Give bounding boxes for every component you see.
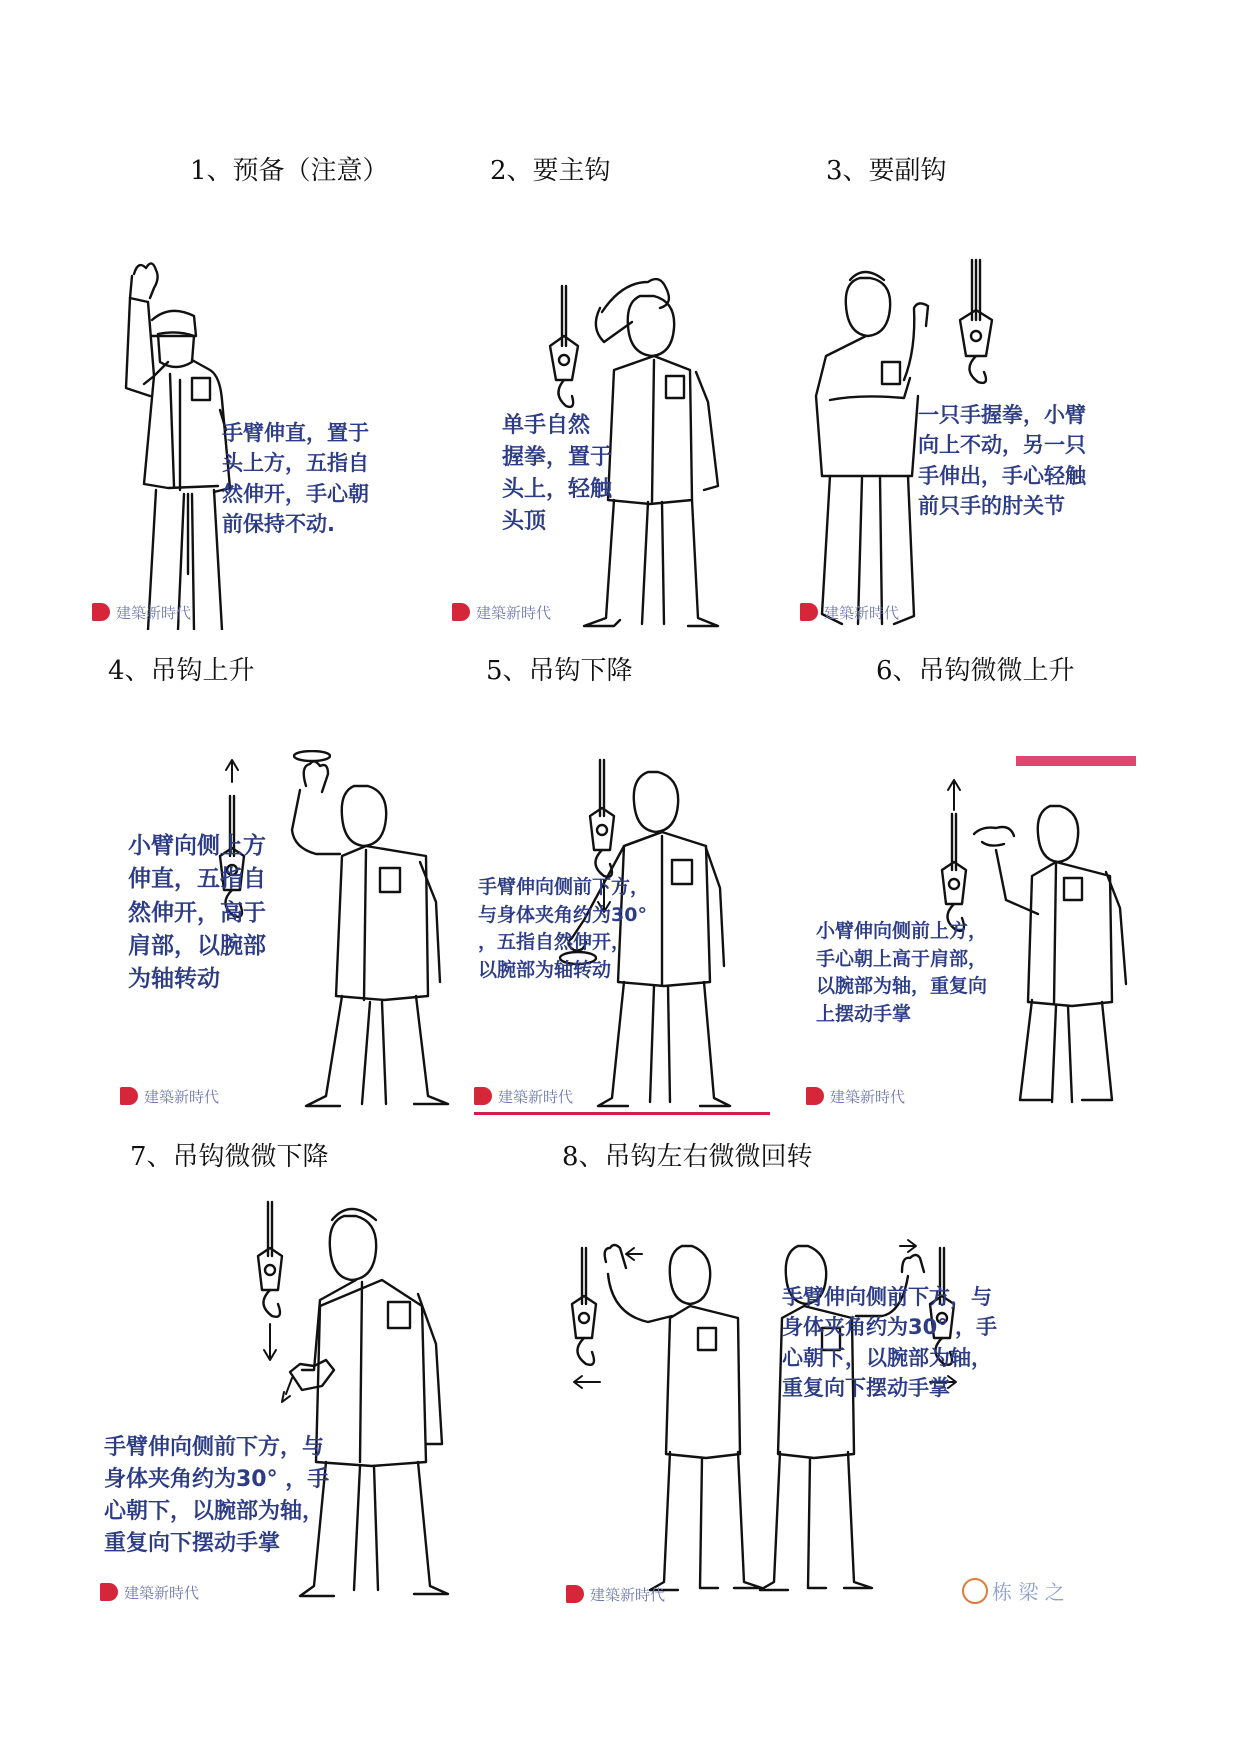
signal-panel-8 <box>566 1232 1134 1606</box>
signal-3-watermark: 建築新時代 <box>800 602 899 623</box>
brand-logo-icon <box>474 1087 492 1105</box>
signal-8-watermark: 建築新時代 <box>566 1584 665 1605</box>
signal-8-description: 手臂伸向侧前下方，与 身体夹角约为30° ，手 心朝下，以腕部为轴， 重复向下摆动手掌 <box>782 1285 998 1401</box>
caption-signal-8: 8、吊钩左右微微回转 <box>562 1142 813 1172</box>
signal-1-description: 手臂伸直，置于 头上方，五指自 然伸开，手心朝 前保持不动. <box>222 421 369 537</box>
brand-logo-icon <box>100 1583 118 1601</box>
signal-4-description: 小臂向侧上方 伸直，五指自 然伸开，高于 肩部，以腕部 为轴转动 <box>128 833 266 993</box>
caption-signal-6: 6、吊钩微微上升 <box>876 656 1075 686</box>
caption-signal-3: 3、要副钩 <box>826 156 947 186</box>
signal-2-watermark: 建築新時代 <box>452 602 551 623</box>
signal-3-description: 一只手握拳，小臂 向上不动，另一只 手伸出，手心轻触 前只手的肘关节 <box>918 403 1086 519</box>
signal-5-description: 手臂伸向侧前下方， 与身体夹角约为30° ，五指自然伸开， 以腕部为轴转动 <box>478 876 650 981</box>
signal-panel-3 <box>800 250 1150 630</box>
signal-panel-4 <box>120 750 462 1112</box>
brand-logo-icon <box>120 1087 138 1105</box>
watermark-circle-icon <box>962 1578 988 1604</box>
signal-panel-5 <box>474 750 770 1112</box>
signal-7-description: 手臂伸向侧前下方，与 身体夹角约为30° ，手 心朝下，以腕部为轴， 重复向下摆动手掌 <box>104 1435 330 1556</box>
signal-6-watermark: 建築新時代 <box>806 1086 905 1107</box>
red-divider-bar <box>474 1112 770 1115</box>
signal-1-watermark: 建築新時代 <box>92 602 191 623</box>
brand-logo-icon <box>92 603 110 621</box>
signal-7-watermark: 建築新時代 <box>100 1582 199 1603</box>
signal-6-description: 小臂伸向侧前上方， 手心朝上高于肩部， 以腕部为轴，重复向 上摆动手掌 <box>816 920 988 1025</box>
caption-signal-5: 5、吊钩下降 <box>486 656 633 686</box>
caption-signal-1: 1、预备（注意） <box>190 156 389 186</box>
signal-8-watermark-secondary: 栋 梁 之 <box>962 1576 1065 1605</box>
brand-logo-icon <box>806 1087 824 1105</box>
signal-panel-2 <box>452 250 748 630</box>
signal-panel-6 <box>806 750 1136 1112</box>
caption-signal-2: 2、要主钩 <box>490 156 611 186</box>
brand-logo-icon <box>566 1585 584 1603</box>
brand-logo-icon <box>800 603 818 621</box>
signal-panel-7 <box>100 1196 460 1606</box>
signal-2-description: 单手自然 握拳，置于 头上，轻触 头顶 <box>502 413 613 534</box>
signal-4-watermark: 建築新時代 <box>120 1086 219 1107</box>
brand-logo-icon <box>452 603 470 621</box>
caption-signal-4: 4、吊钩上升 <box>108 656 255 686</box>
caption-signal-7: 7、吊钩微微下降 <box>130 1142 329 1172</box>
signal-panel-1 <box>92 250 432 630</box>
signal-5-watermark: 建築新時代 <box>474 1086 573 1107</box>
